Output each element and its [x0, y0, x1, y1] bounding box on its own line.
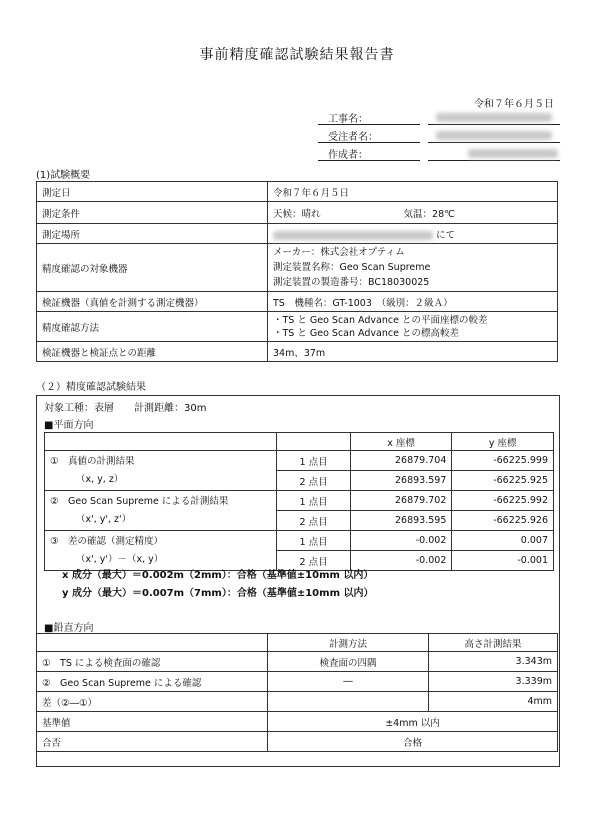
y-value: -66225.926: [452, 511, 554, 531]
method-value: [268, 312, 558, 342]
section2-heading: （２）精度確認試験結果: [36, 382, 146, 393]
y-value: 0.007: [452, 531, 554, 551]
divider: [428, 142, 560, 143]
x-value: 26893.597: [350, 471, 452, 491]
verify-device-value: TS 機種名：GT-1003 （級別：２級Ａ）: [268, 292, 558, 312]
method-value: ―: [268, 672, 429, 692]
x-coord-header: x 座標: [350, 433, 452, 451]
target-device-value: [268, 244, 558, 292]
y-value: -0.001: [452, 551, 554, 571]
pass-label: 合否: [37, 732, 268, 752]
table-row: [37, 292, 558, 312]
table-row: [37, 182, 558, 202]
temperature-value: 気温：28℃: [403, 208, 455, 220]
measure-date-value: 令和７年６月５日: [268, 182, 558, 202]
group-label: [45, 491, 277, 531]
table-row: [37, 732, 558, 752]
blank-header-cell: [45, 433, 277, 451]
y-coord-header: y 座標: [452, 433, 554, 451]
verify-device-label: 検証機器（真値を計測する測定機器）: [37, 292, 268, 312]
y-result: y 成分（最大）＝0.007m（7mm）：合格（基準値±10mm 以内）: [62, 588, 374, 599]
contractor-row: [318, 128, 558, 146]
project-name-row: [318, 110, 558, 128]
table-row: [37, 202, 558, 224]
redacted-text: [273, 231, 433, 240]
height-value: 3.339m: [429, 672, 558, 692]
target-info: 対象工種：表層 計測距離：30m: [44, 403, 207, 414]
row-label: ① TS による検査面の確認: [37, 652, 268, 672]
group-title: ① 真値の計測結果: [50, 455, 135, 467]
point-label: 1 点目: [277, 531, 350, 551]
maker-line: メーカー：株式会社オプティム: [273, 247, 405, 258]
document-title: 事前精度確認試験結果報告書: [199, 47, 395, 63]
x-value: 26879.704: [350, 451, 452, 471]
group-title: ② Geo Scan Supreme による計測結果: [50, 495, 229, 507]
group-formula: （x, y, z）: [76, 473, 124, 485]
row-label: ② Geo Scan Supreme による確認: [37, 672, 268, 692]
section1-heading: (1)試験概要: [36, 170, 91, 181]
row-label: 差（②―①）: [37, 692, 268, 712]
x-value: 26893.595: [350, 511, 452, 531]
divider: [318, 142, 420, 143]
location-value: [268, 224, 558, 244]
table-row: [37, 634, 558, 652]
table-row: [37, 672, 558, 692]
x-value: 26879.702: [350, 491, 452, 511]
project-name-label: 工事名：: [328, 114, 368, 125]
method-value: 検査面の四隅: [268, 652, 429, 672]
group-formula: （x', y', z'）: [76, 513, 132, 525]
table-row: [45, 451, 554, 471]
conditions-value: [268, 202, 558, 224]
plane-table: [44, 432, 554, 571]
x-value: -0.002: [350, 551, 452, 571]
author-label: 作成者：: [328, 150, 368, 161]
redacted-text: [468, 149, 558, 158]
redacted-text: [436, 113, 552, 122]
y-value: -66225.925: [452, 471, 554, 491]
measure-date-label: 測定日: [37, 182, 268, 202]
table-row: [37, 652, 558, 672]
method-header: 計測方法: [268, 634, 429, 652]
serial-line: 測定装置の製造番号：BC18030025: [273, 277, 430, 288]
author-row: [318, 146, 558, 164]
overview-table: [36, 181, 558, 362]
height-value: 4mm: [429, 692, 558, 712]
x-result: x 成分（最大）＝0.002m（2mm）：合格（基準値±10mm 以内）: [62, 570, 374, 581]
vertical-heading: ■鉛直方向: [44, 623, 94, 634]
table-row: [37, 312, 558, 342]
point-label: 2 点目: [277, 511, 350, 531]
distance-label: 検証機器と検証点との距離: [37, 342, 268, 362]
group-label: [45, 531, 277, 571]
device-name-line: 測定装置名称：Geo Scan Supreme: [273, 262, 431, 273]
group-label: [45, 451, 277, 491]
y-value: -66225.999: [452, 451, 554, 471]
table-row: [37, 244, 558, 292]
location-label: 測定場所: [37, 224, 268, 244]
redacted-text: [436, 131, 552, 140]
point-label: 1 点目: [277, 491, 350, 511]
blank-header-cell: [277, 433, 350, 451]
y-value: -66225.992: [452, 491, 554, 511]
group-title: ③ 差の確認（測定精度）: [50, 535, 164, 547]
divider: [318, 124, 420, 125]
vertical-table: [36, 633, 558, 752]
table-row: [37, 342, 558, 362]
table-row: [37, 692, 558, 712]
divider: [428, 160, 560, 161]
table-row: [45, 433, 554, 451]
location-suffix: にて: [436, 229, 456, 241]
point-label: 2 点目: [277, 471, 350, 491]
height-value: 3.343m: [429, 652, 558, 672]
conditions-label: 測定条件: [37, 202, 268, 224]
blank-header-cell: [37, 634, 268, 652]
pass-value: 合格: [268, 732, 558, 752]
target-device-label: 精度確認の対象機器: [37, 244, 268, 292]
method-value: [268, 692, 429, 712]
table-row: [37, 224, 558, 244]
method-line: ・TS と Geo Scan Advance との平面座標の較差: [273, 314, 488, 326]
contractor-label: 受注者名：: [328, 132, 378, 143]
plane-heading: ■平面方向: [44, 420, 94, 431]
group-formula: （x', y'）－（x, y）: [76, 553, 164, 565]
height-result-header: 高さ計測結果: [429, 634, 558, 652]
standard-label: 基準値: [37, 712, 268, 732]
point-label: 2 点目: [277, 551, 350, 571]
standard-value: ±4mm 以内: [268, 712, 558, 732]
distance-value: 34m、37m: [268, 342, 558, 362]
divider: [318, 160, 420, 161]
point-label: 1 点目: [277, 451, 350, 471]
x-value: -0.002: [350, 531, 452, 551]
weather-value: 天候：晴れ: [273, 208, 321, 220]
table-row: [45, 491, 554, 511]
report-date: 令和７年６月５日: [474, 99, 554, 110]
table-row: [37, 712, 558, 732]
method-line: ・TS と Geo Scan Advance との標高較差: [273, 327, 459, 339]
table-row: [45, 531, 554, 551]
method-label: 精度確認方法: [37, 312, 268, 342]
divider: [428, 124, 560, 125]
